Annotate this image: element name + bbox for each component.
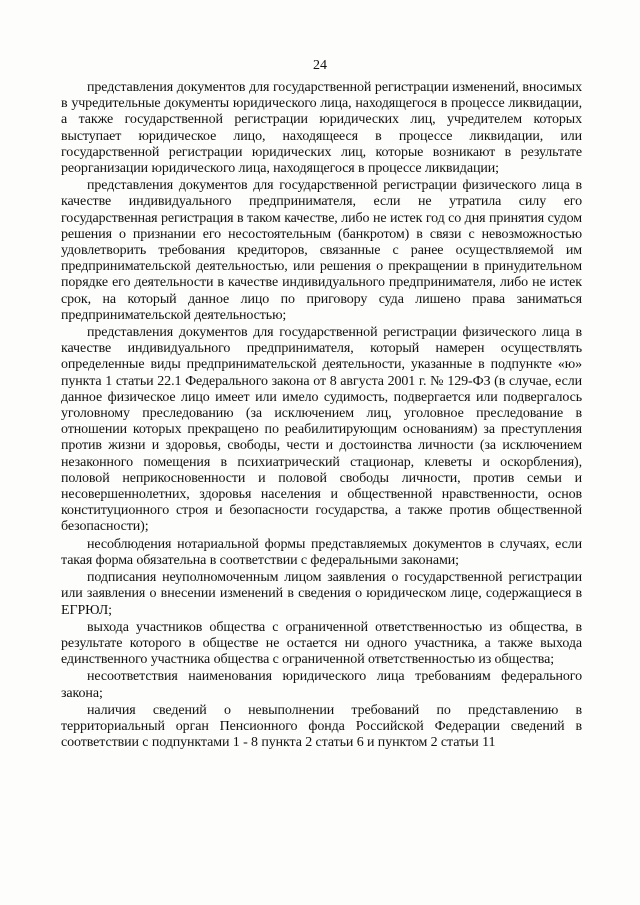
document-body <box>61 80 582 751</box>
paragraph-name-nonconformity: несоответствия наименования юридического лица требованиям федерального закона; <box>61 669 582 701</box>
paragraph-entrepreneur-criminal-record: представления документов для государственной регистрации физического лица в качестве индивидуального предпринимателя, который намерен осуществлять определенные виды предпринимательской деятельности, указанные в подпункте «ю» пункта 1 статьи 22.1 Федерального закона от 8 августа 2001 г. № 129-ФЗ (в случае, если данное физическое лицо имеет или имело судимость, подвергается или подвергалось уголовному преследованию (за исключением лиц, уголовное преследование в отношении которых прекращено по реабилитирующим основаниям) за преступления против жизни и здоровья, свободы, чести и достоинства личности (за исключением незаконного помещения в психиатрический стационар, клеветы и оскорбления), половой неприкосновенности и половой свободы личности, против семьи и несовершеннолетних, здоровья населения и общественной нравственности, основ конституционного строя и безопасности государства, а также против общественной безопасности); <box>61 325 582 535</box>
paragraph-pension-fund-info: наличия сведений о невыполнении требований по представлению в территориальный орган Пенсионного фонда Российской Федерации сведений в соответствии с подпунктами 1 - 8 пункта 2 статьи 6 и пунктом 2 статьи 11 <box>61 702 582 751</box>
paragraph-registration-liquidation: представления документов для государственной регистрации изменений, вносимых в учредительные документы юридического лица, находящегося в процессе ликвидации, а также государственной регистрации юридических лиц, учредителем которых выступает юридическое лицо, находящееся в процессе ликвидации, или государственной регистрации юридических лиц, которые возникают в результате реорганизации юридического лица, находящегося в процессе ликвидации; <box>61 80 582 177</box>
paragraph-unauthorized-signature: подписания неуполномоченным лицом заявления о государственной регистрации или заявления о внесении изменений в сведения о юридическом лице, содержащиеся в ЕГРЮЛ; <box>61 570 582 618</box>
paragraph-entrepreneur-bankruptcy: представления документов для государственной регистрации физического лица в качестве индивидуального предпринимателя, если не утратила силу его государственная регистрация в таком качестве, либо не истек год со дня принятия судом решения о признании его несостоятельным (банкротом) в связи с невозможностью удовлетворить требования кредиторов, связанные с ранее осуществляемой им предпринимательской деятельностью, или решения о прекращении в принудительном порядке его деятельности в качестве индивидуального предпринимателя, либо не истек срок, на который данное лицо по приговору суда лишено права заниматься предпринимательской деятельностью; <box>61 178 582 323</box>
page-number: 24 <box>313 58 327 73</box>
paragraph-llc-participants-exit: выхода участников общества с ограниченной ответственностью из общества, в результате которого в обществе не остается ни одного участника, а также выхода единственного участника общества с ограниченной ответственностью из общества; <box>61 619 582 668</box>
paragraph-notarial-form: несоблюдения нотариальной формы представляемых документов в случаях, если такая форма обязательна в соответствии с федеральными законами; <box>61 536 582 568</box>
